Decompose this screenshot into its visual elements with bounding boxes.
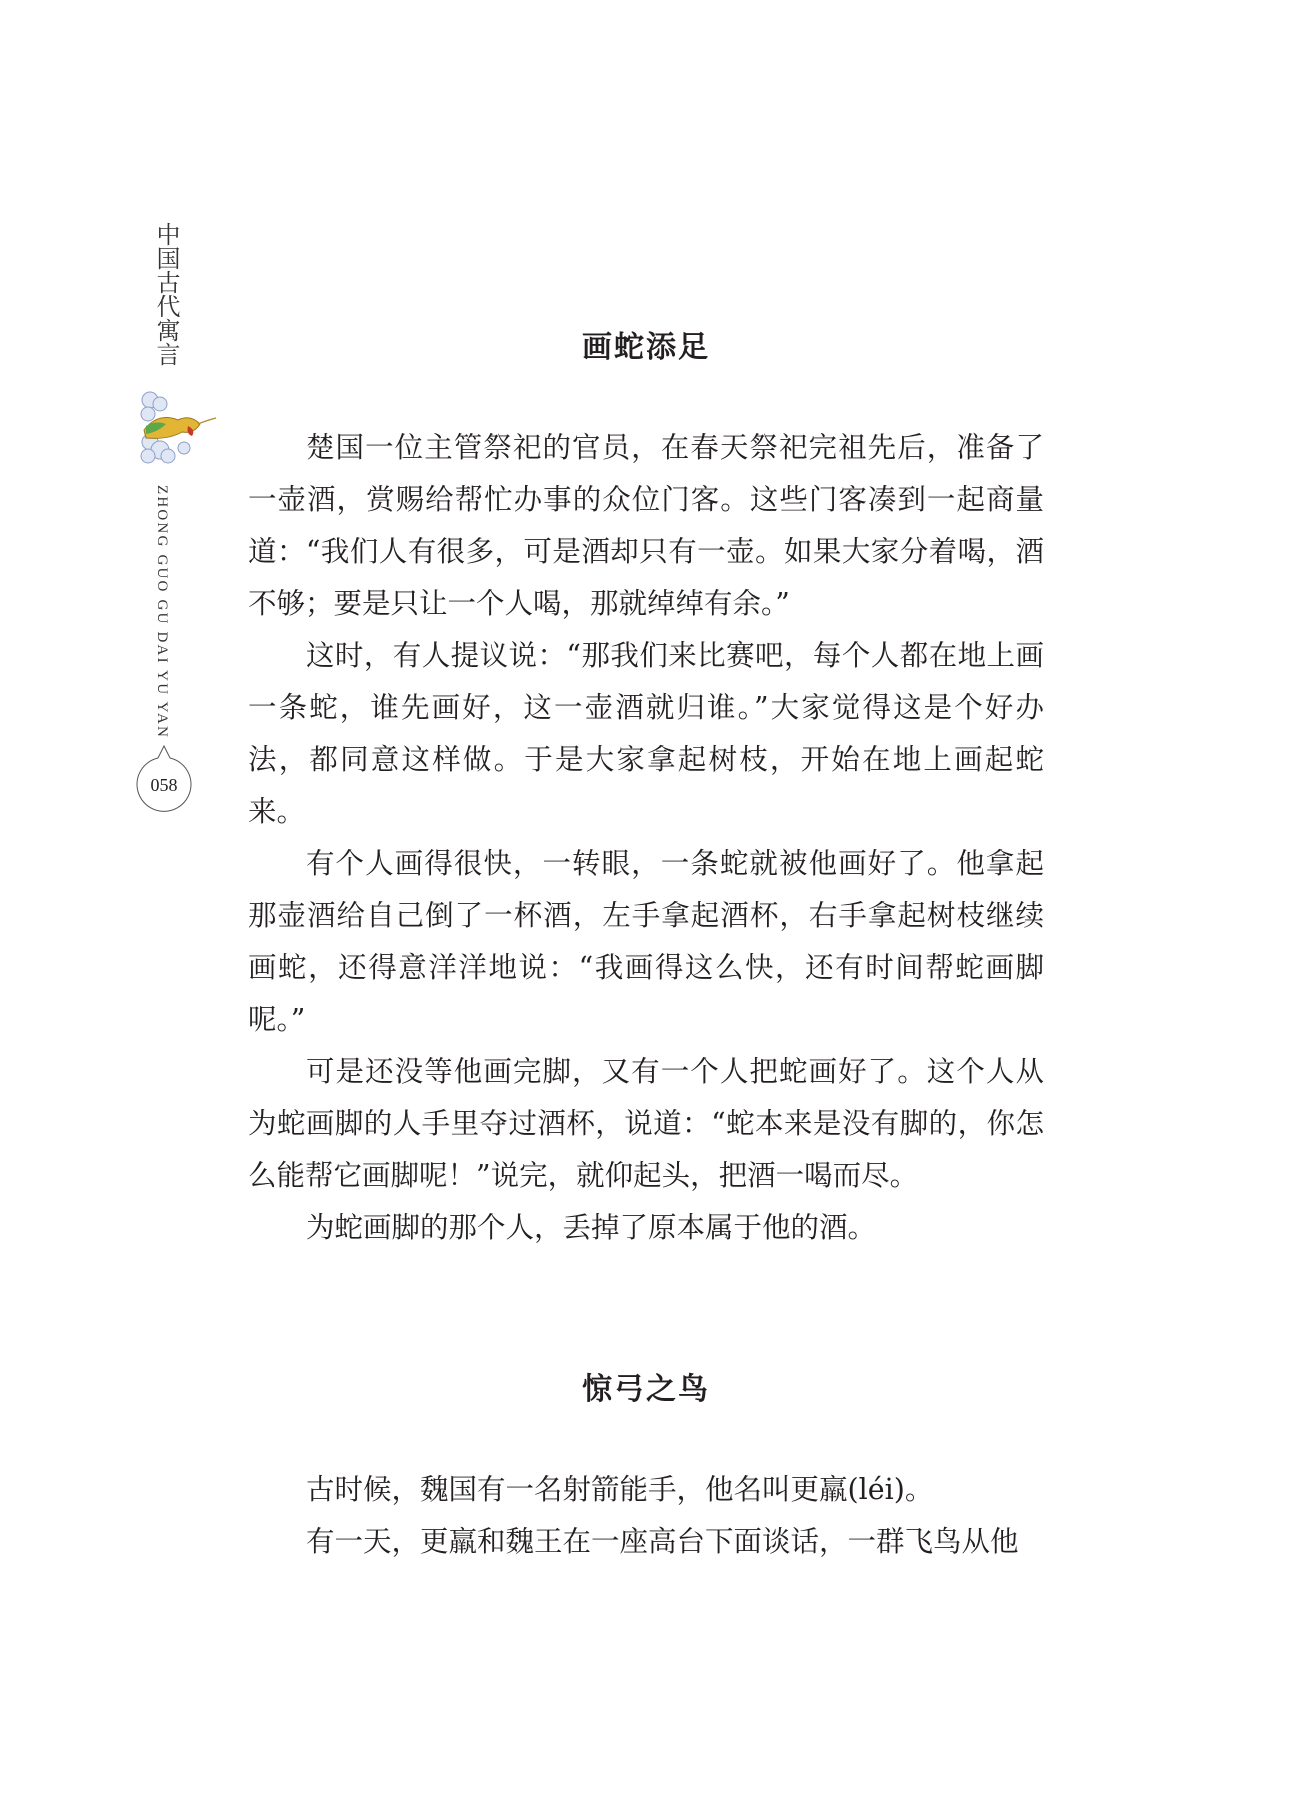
story-body [248, 422, 1044, 1254]
book-title-vertical: 中国古代寓言 [152, 222, 180, 366]
paragraph: 古时候，魏国有一名射箭能手，他名叫更羸(léi)。 [306, 1473, 934, 1506]
page-number: 058 [150, 775, 178, 795]
paragraph: 为蛇画脚的那个人，丢掉了原本属于他的酒。 [306, 1211, 877, 1244]
dragon-ornament-icon [138, 390, 218, 472]
paragraph: 这时，有人提议说：“那我们来比赛吧，每个人都在地上画一条蛇，谁先画好，这一壶酒就归谁。”大家觉得这是个好办法，都同意这样做。于是大家拿起树枝，开始在地上画起蛇来。 [248, 639, 1044, 828]
page-number-badge [136, 758, 192, 814]
paragraph: 有个人画得很快，一转眼，一条蛇就被他画好了。他拿起那壶酒给自己倒了一杯酒，左手拿起酒杯，右手拿起树枝继续画蛇，还得意洋洋地说：“我画得这么快，还有时间帮蛇画脚呢。” [248, 847, 1044, 1036]
paragraph: 有一天，更羸和魏王在一座高台下面谈话，一群飞鸟从他 [306, 1525, 1019, 1558]
story-body [248, 1464, 1044, 1568]
paragraph: 可是还没等他画完脚，又有一个人把蛇画好了。这个人从为蛇画脚的人手里夺过酒杯，说道：“蛇本来是没有脚的，你怎么能帮它画脚呢！”说完，就仰起头，把酒一喝而尽。 [248, 1055, 1044, 1192]
romanized-title-vertical: ZHONG GUO GU DAI YU YAN [154, 485, 170, 740]
story-title: 惊弓之鸟 [582, 1372, 710, 1407]
story-title: 画蛇添足 [582, 330, 710, 365]
paragraph: 楚国一位主管祭祀的官员，在春天祭祀完祖先后，准备了一壶酒，赏赐给帮忙办事的众位门客。这些门客凑到一起商量道：“我们人有很多，可是酒却只有一壶。如果大家分着喝，酒不够；要是只让一个人喝，那就绰绰有余。” [248, 431, 1044, 620]
